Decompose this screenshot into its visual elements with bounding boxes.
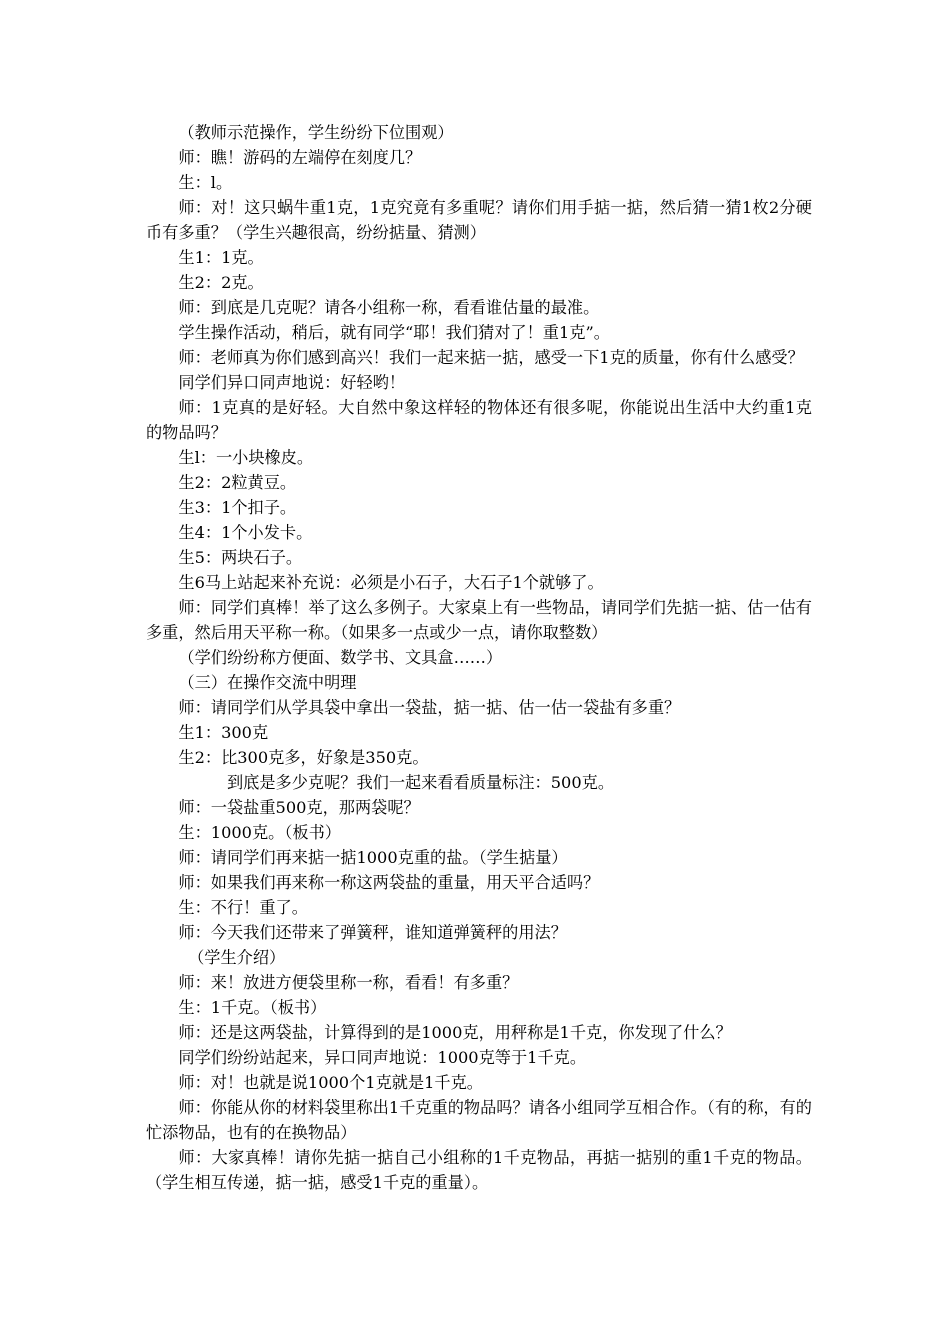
paragraph: 师：来！放进方便袋里称一称，看看！有多重？ <box>178 973 519 992</box>
paragraph: 学生操作活动，稍后，就有同学“耶！我们猜对了！重1克”。 <box>178 323 610 342</box>
paragraph: 生：1000克。（板书） <box>178 823 341 842</box>
paragraph: 师：还是这两袋盐，计算得到的是1000克，用秤称是1千克，你发现了什么？ <box>178 1023 732 1042</box>
paragraph: 生：l。 <box>178 173 233 192</box>
paragraph: 生：不行！重了。 <box>178 898 308 917</box>
paragraph: 生2：2克。 <box>178 273 264 292</box>
paragraph: 师：同学们真棒！举了这么多例子。大家桌上有一些物品，请同学们先掂一掂、估一估有多重，然后用天平称一称。（如果多一点或少一点，请你取整数） <box>146 598 812 642</box>
paragraph: 师：请同学们从学具袋中拿出一袋盐，掂一掂、估一估一袋盐有多重？ <box>178 698 681 717</box>
paragraph: 师：1克真的是好轻。大自然中象这样轻的物体还有很多呢，你能说出生活中大约重1克的物品吗？ <box>146 398 812 442</box>
paragraph: 同学们纷纷站起来，异口同声地说：1000克等于1千克。 <box>178 1048 587 1067</box>
paragraph: 生3：1个扣子。 <box>178 498 297 517</box>
paragraph: 生：1千克。（板书） <box>178 998 327 1017</box>
paragraph: 生2：比300克多，好象是350克。 <box>178 748 429 767</box>
paragraph: （教师示范操作，学生纷纷下位围观） <box>178 123 454 142</box>
paragraph: 到底是多少克呢？我们一起来看看质量标注：500克。 <box>227 773 615 792</box>
paragraph: 师：如果我们再来称一称这两袋盐的重量，用天平合适吗？ <box>178 873 600 892</box>
document-page <box>146 120 812 1195</box>
paragraph: 生4：1个小发卡。 <box>178 523 313 542</box>
paragraph: 同学们异口同声地说：好轻哟！ <box>178 373 406 392</box>
paragraph: （三）在操作交流中明理 <box>178 673 357 692</box>
paragraph: 师：到底是几克呢？请各小组称一称，看看谁估量的最准。 <box>178 298 600 317</box>
paragraph: 师：对！这只蜗牛重1克，1克究竟有多重呢？请你们用手掂一掂，然后猜一猜1枚2分硬币有多重？（学生兴趣很高，纷纷掂量、猜测） <box>146 198 812 242</box>
paragraph: 师：今天我们还带来了弹簧秤，谁知道弹簧秤的用法？ <box>178 923 567 942</box>
paragraph: 生l：一小块橡皮。 <box>178 448 314 467</box>
paragraph: 生5：两块石子。 <box>178 548 303 567</box>
paragraph: 师：你能从你的材料袋里称出1千克重的物品吗？请各小组同学互相合作。（有的称，有的忙添物品，也有的在换物品） <box>146 1098 812 1142</box>
paragraph: 师：瞧！游码的左端停在刻度几？ <box>178 148 422 167</box>
paragraph: 师：大家真棒！请你先掂一掂自己小组称的1千克物品，再掂一掂别的重1千克的物品。（学生相互传递，掂一掂，感受1千克的重量）。 <box>146 1148 812 1192</box>
paragraph: 师：对！也就是说1000个1克就是1千克。 <box>178 1073 483 1092</box>
paragraph: 生1：300克 <box>178 723 269 742</box>
paragraph: 生6马上站起来补充说：必须是小石子，大石子1个就够了。 <box>178 573 604 592</box>
paragraph: 生2：2粒黄豆。 <box>178 473 297 492</box>
paragraph: （学们纷纷称方便面、数学书、文具盒……） <box>178 648 503 667</box>
paragraph: 师：请同学们再来掂一掂1000克重的盐。（学生掂量） <box>178 848 568 867</box>
paragraph: 生1：1克。 <box>178 248 264 267</box>
paragraph: 师：一袋盐重500克，那两袋呢？ <box>178 798 420 817</box>
paragraph: （学生介绍） <box>188 948 286 967</box>
paragraph: 师：老师真为你们感到高兴！我们一起来掂一掂，感受一下1克的质量，你有什么感受？ <box>178 348 804 367</box>
